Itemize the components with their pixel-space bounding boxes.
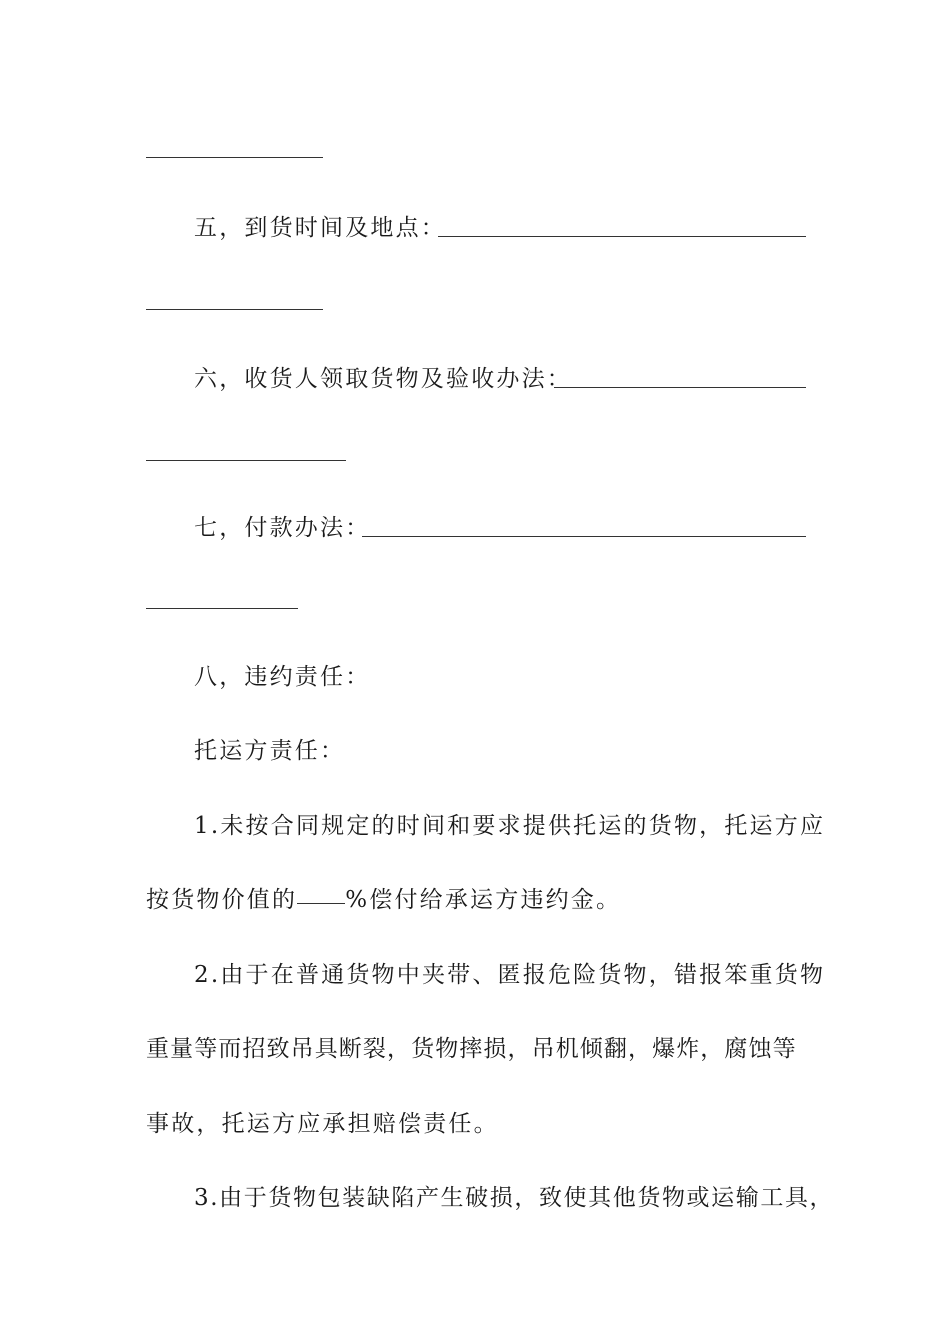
item-5-blank[interactable] xyxy=(438,236,806,237)
clause-1-suffix: %偿付给承运方违约金。 xyxy=(345,887,622,913)
clause-2-line-3: 事故，托运方应承担赔偿责任。 xyxy=(146,1111,499,1137)
clause-1-percent-blank[interactable] xyxy=(297,902,345,904)
item-5-label: 五，到货时间及地点： xyxy=(194,215,446,241)
item-6-blank-continuation[interactable] xyxy=(146,460,346,461)
shipper-responsibility-heading: 托运方责任： xyxy=(194,738,346,764)
item-6-label: 六，收货人领取货物及验收办法： xyxy=(194,366,572,392)
item-7-label: 七，付款办法： xyxy=(194,515,371,541)
item-5-blank-continuation[interactable] xyxy=(146,309,323,310)
clause-2-line-1: 2.由于在普通货物中夹带、匿报危险货物，错报笨重货物 xyxy=(194,962,826,988)
item-6-blank[interactable] xyxy=(554,387,806,388)
item-6-line xyxy=(194,363,854,395)
item-7-line xyxy=(194,512,854,544)
item-8-heading: 八，违约责任： xyxy=(194,664,371,690)
item-7-blank[interactable] xyxy=(362,536,806,537)
blank-line-continuation-top[interactable] xyxy=(146,157,323,158)
clause-3-line-1: 3.由于货物包装缺陷产生破损，致使其他货物或运输工具， xyxy=(194,1185,835,1211)
clause-1-line-2 xyxy=(146,884,806,916)
clause-2-line-2: 重量等而招致吊具断裂，货物摔损，吊机倾翻，爆炸，腐蚀等 xyxy=(146,1036,797,1062)
item-5-line xyxy=(194,212,854,244)
clause-1-prefix: 按货物价值的 xyxy=(146,887,298,913)
clause-1-line-1: 1.未按合同规定的时间和要求提供托运的货物，托运方应 xyxy=(194,813,826,839)
item-7-blank-continuation[interactable] xyxy=(146,608,298,609)
